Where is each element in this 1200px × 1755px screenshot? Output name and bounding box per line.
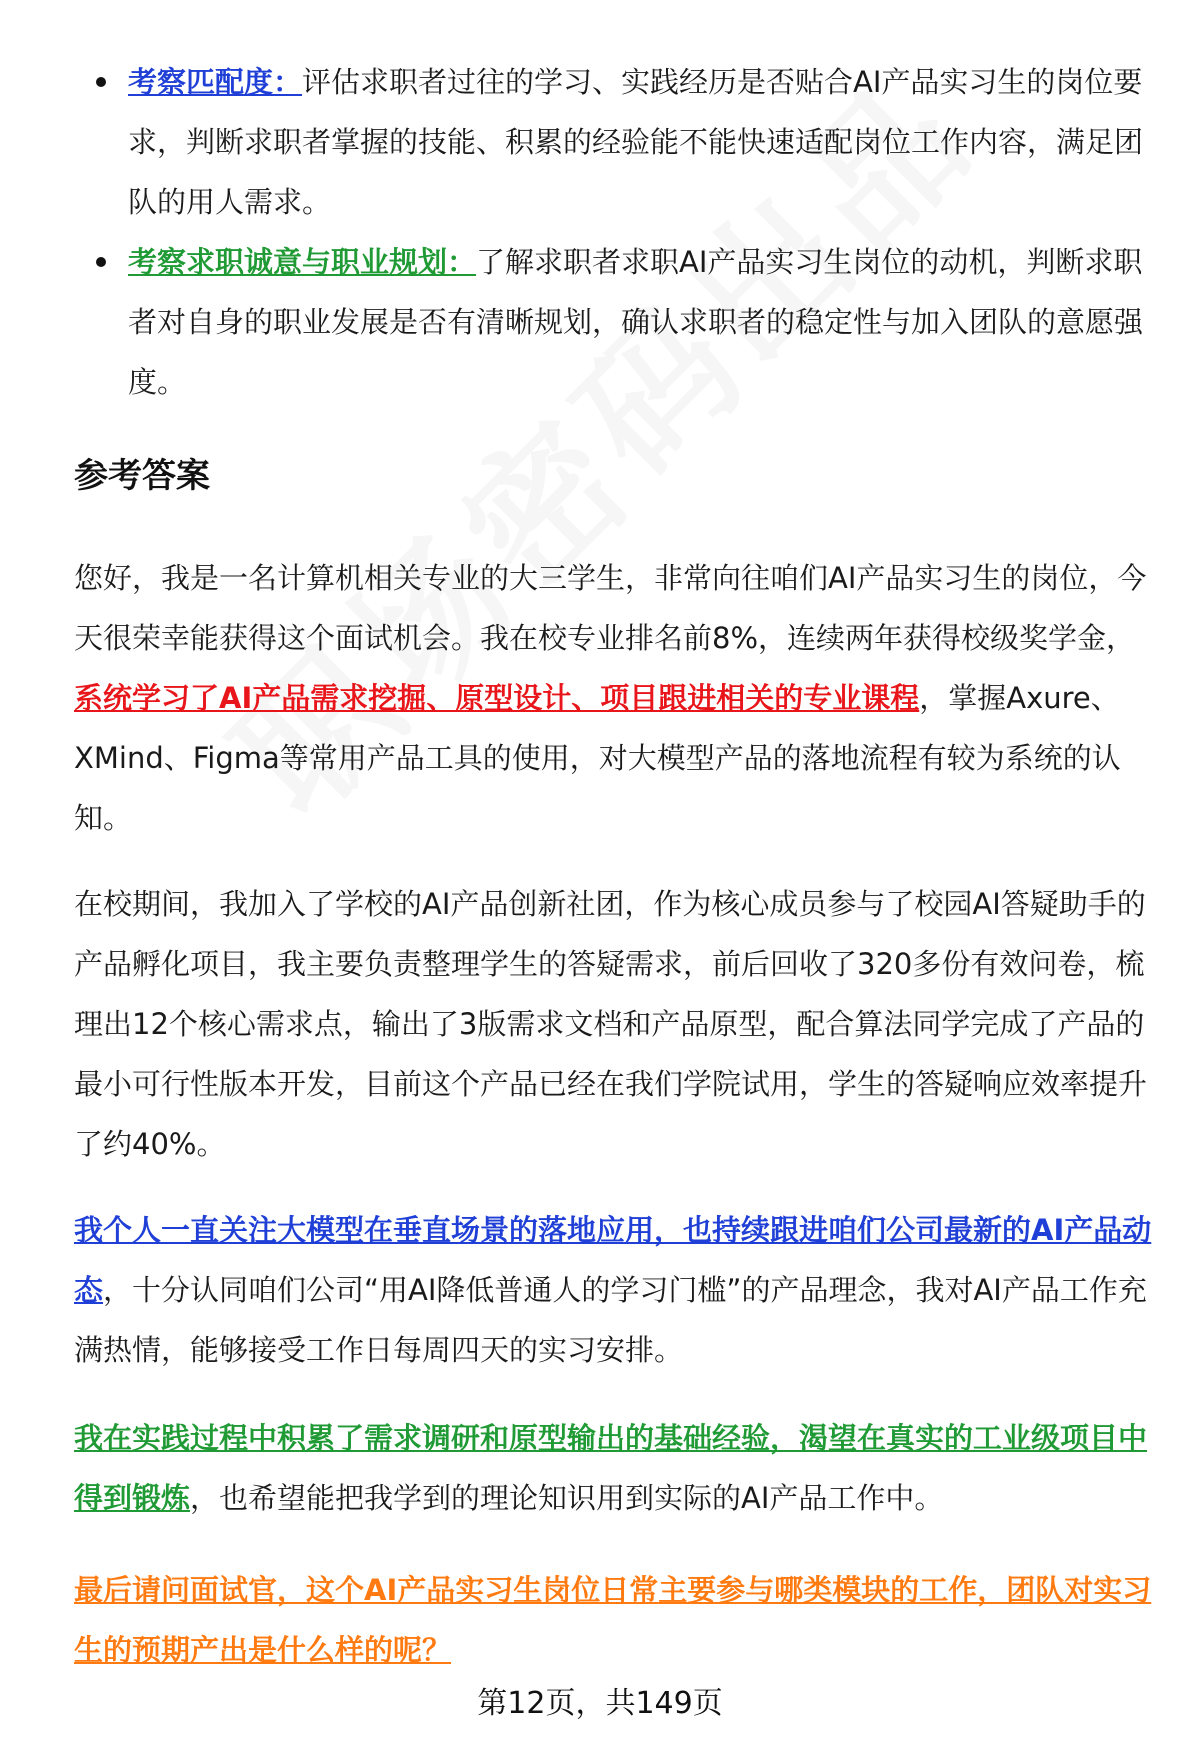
paragraph-text: ，掌握Axure、XMind、Figma等常用产品工具的使用，对大模型产品的落地流程有较为系统的认知。 bbox=[74, 681, 1121, 835]
bullet-keyword: 考察匹配度： bbox=[128, 65, 303, 99]
highlight-text: 我个人一直关注大模型在垂直场景的落地应用，也持续跟进咱们公司最新的AI产品动态 bbox=[74, 1213, 1152, 1307]
answer-paragraph-1 bbox=[74, 548, 1154, 848]
answer-paragraph-3 bbox=[74, 1200, 1154, 1380]
bullet-text: 了解求职者求职AI产品实习生岗位的动机，判断求职者对自身的职业发展是否有清晰规划，确认求职者的稳定性与加入团队的意愿强度。 bbox=[128, 245, 1144, 399]
bullet-text: 评估求职者过往的学习、实践经历是否贴合AI产品实习生的岗位要求，判断求职者掌握的技能、积累的经验能不能快速适配岗位工作内容，满足团队的用人需求。 bbox=[128, 65, 1144, 219]
bullet-item bbox=[96, 52, 1146, 232]
paragraph-text: ，也希望能把我学到的理论知识用到实际的AI产品工作中。 bbox=[190, 1481, 944, 1515]
answer-paragraph-5 bbox=[74, 1560, 1154, 1680]
highlight-text: 最后请问面试官，这个AI产品实习生岗位日常主要参与哪类模块的工作，团队对实习生的预期产出是什么样的呢？ bbox=[74, 1573, 1152, 1667]
bullet-keyword: 考察求职诚意与职业规划： bbox=[128, 245, 477, 279]
bullet-dot-icon bbox=[96, 257, 106, 267]
highlight-text: 系统学习了AI产品需求挖掘、原型设计、项目跟进相关的专业课程 bbox=[74, 681, 920, 715]
page-number: 第12页，共149页 bbox=[477, 1686, 723, 1721]
answer-paragraph-4 bbox=[74, 1408, 1154, 1528]
paragraph-text: 您好，我是一名计算机相关专业的大三学生，非常向往咱们AI产品实习生的岗位，今天很荣幸能获得这个面试机会。我在校专业排名前8%，连续两年获得校级奖学金， bbox=[74, 561, 1147, 655]
answer-paragraph-2: 在校期间，我加入了学校的AI产品创新社团，作为核心成员参与了校园AI答疑助手的产品孵化项目，我主要负责整理学生的答疑需求，前后回收了320多份有效问卷，梳理出12个核心需求点，输出了3版需求文档和产品原型，配合算法同学完成了产品的最小可行性版本开发，目前这个产品已经在我们学院试用，学生的答疑响应效率提升了约40%。 bbox=[74, 887, 1148, 1161]
bullet-item bbox=[96, 232, 1146, 412]
highlight-text: 我在实践过程中积累了需求调研和原型输出的基础经验，渴望在真实的工业级项目中得到锻炼 bbox=[74, 1421, 1148, 1515]
section-title: 参考答案 bbox=[74, 456, 210, 496]
bullet-list bbox=[96, 52, 1146, 412]
bullet-dot-icon bbox=[96, 77, 106, 87]
paragraph-text: ，十分认同咱们公司“用AI降低普通人的学习门槛”的产品理念，我对AI产品工作充满热情，能够接受工作日每周四天的实习安排。 bbox=[74, 1273, 1147, 1367]
